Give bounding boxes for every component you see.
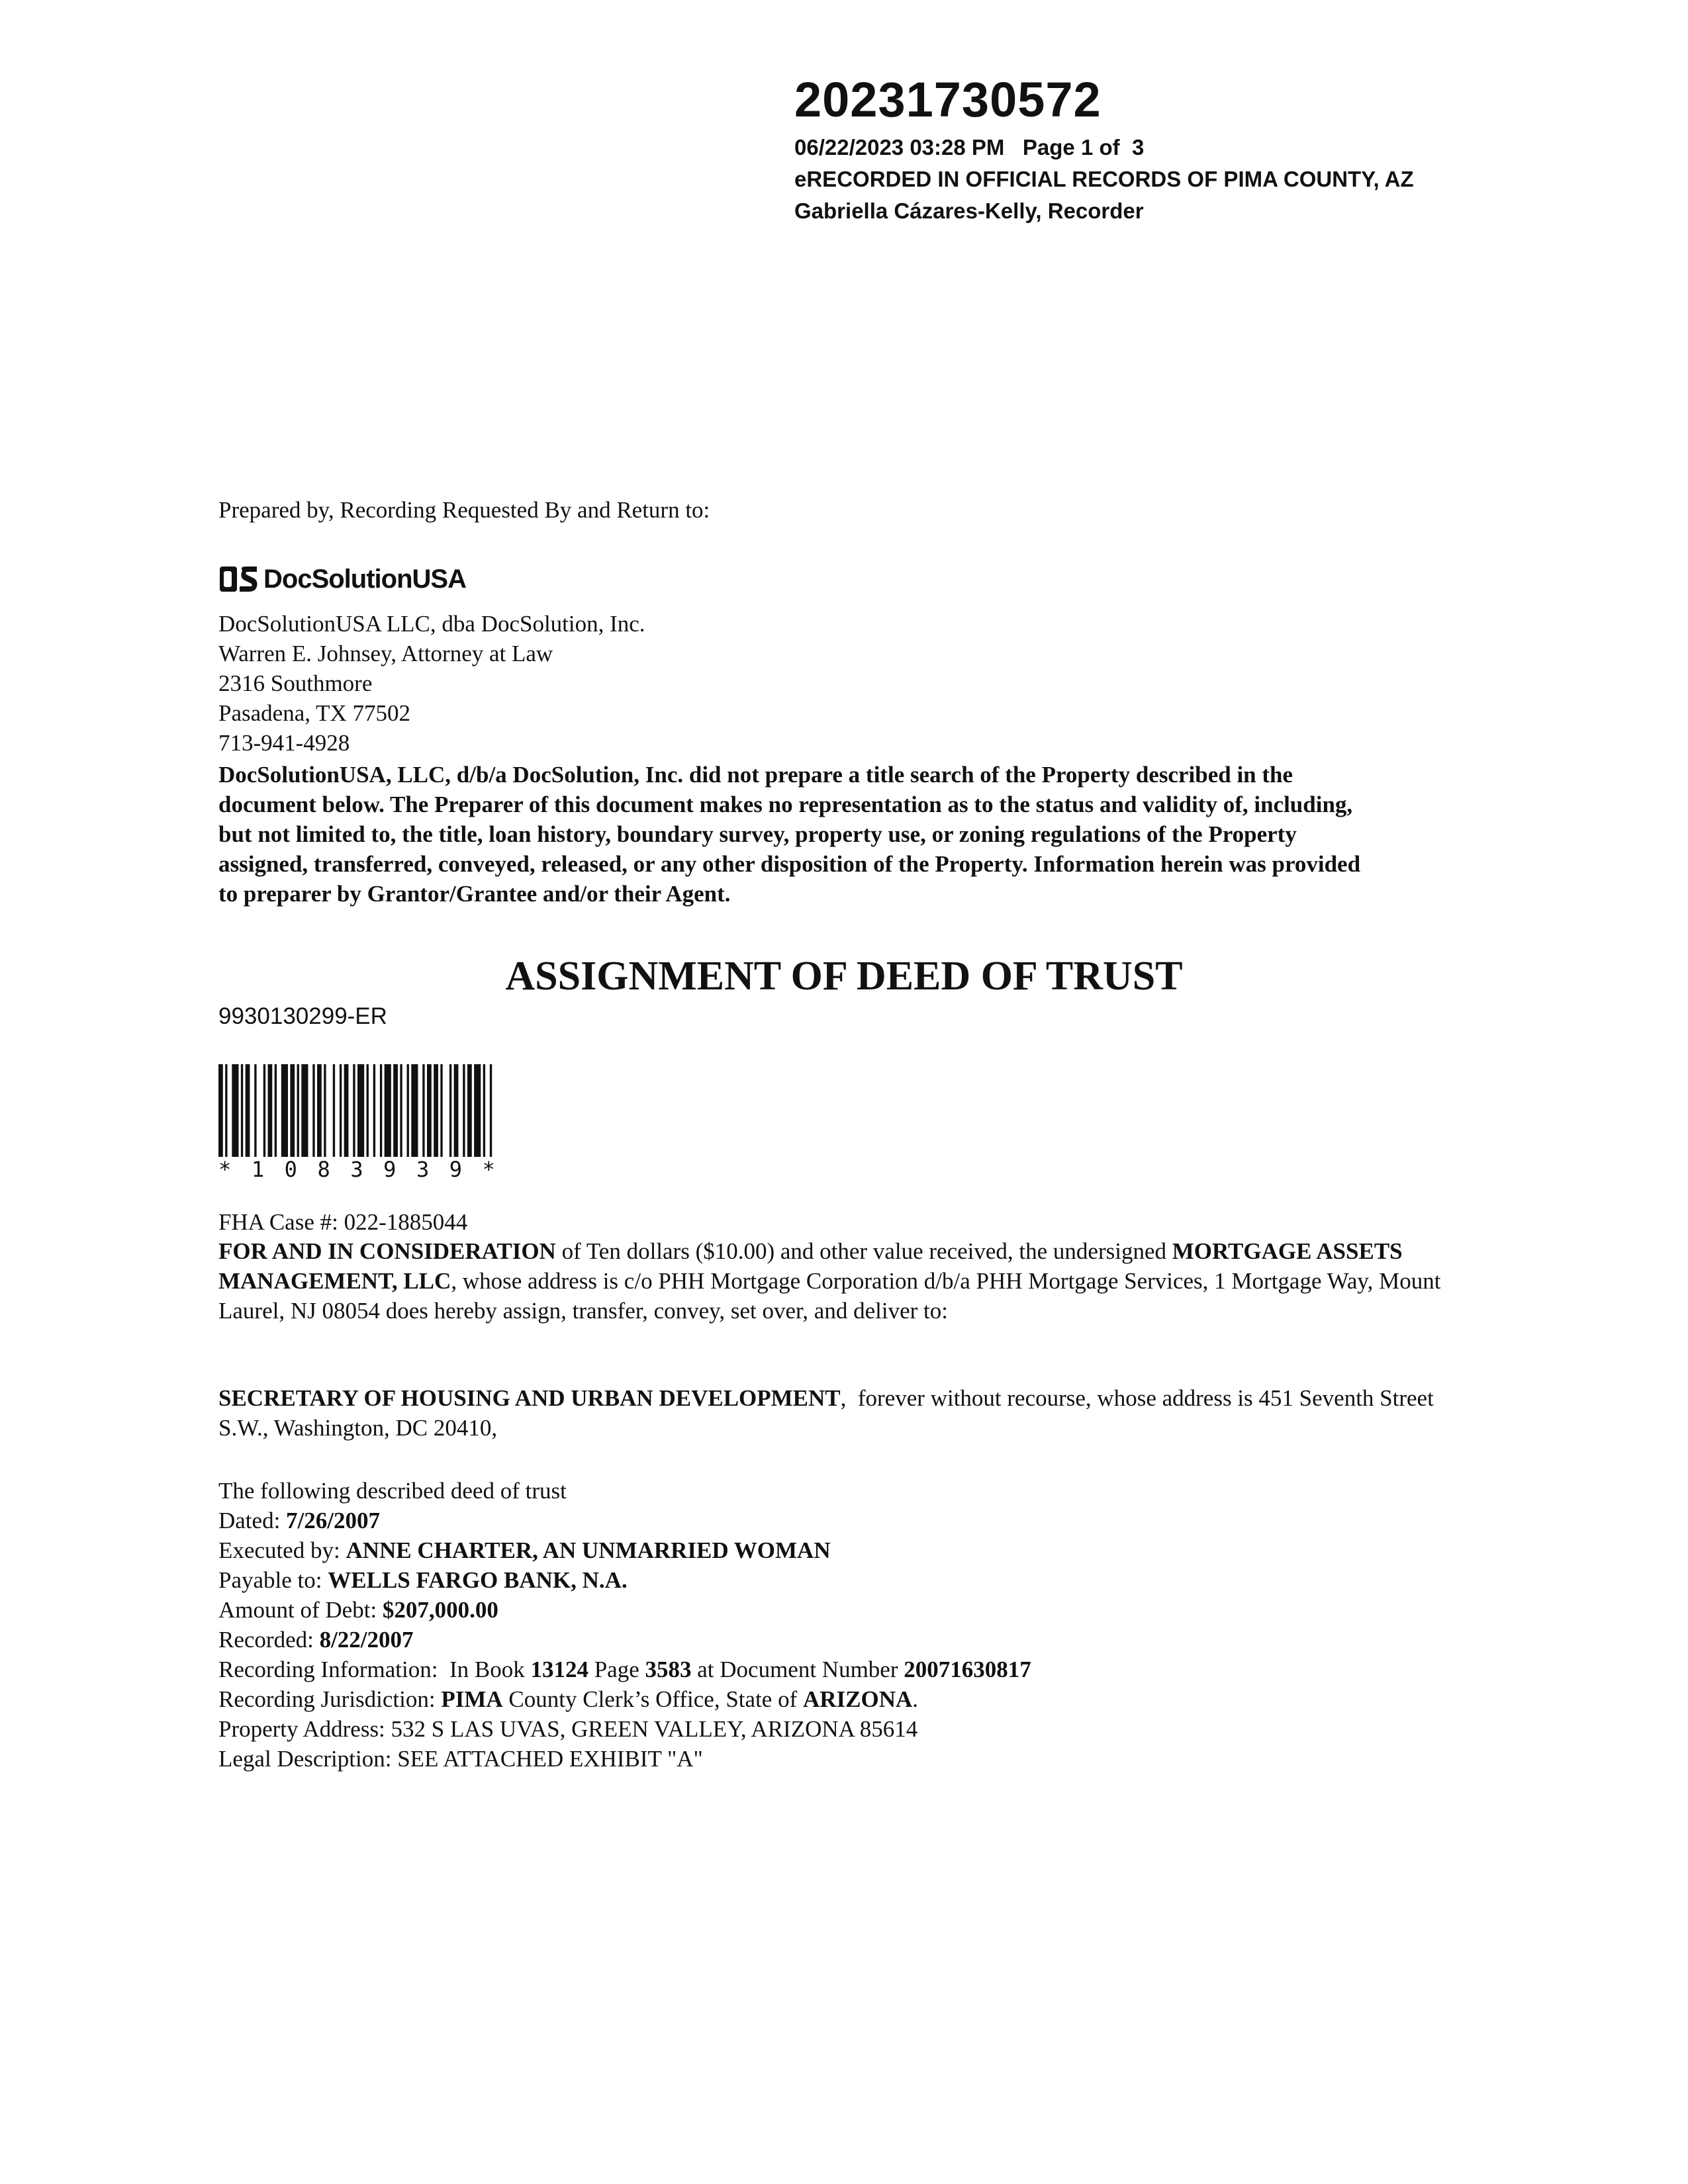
prepared-by-label: Prepared by, Recording Requested By and Return to: (218, 497, 710, 523)
barcode (218, 1064, 496, 1157)
barcode-char: 9 (449, 1157, 464, 1182)
docnum-label: at Document Number (691, 1657, 904, 1682)
document-reference: 9930130299-ER (218, 1003, 387, 1029)
disclaimer-line: to preparer by Grantor/Grantee and/or their Agent. (218, 881, 731, 907)
jurisdiction-label: Recording Jurisdiction: (218, 1686, 442, 1712)
deed-recorded (218, 1625, 1031, 1655)
barcode-bar (449, 1064, 451, 1157)
preparer-line: Pasadena, TX 77502 (218, 700, 410, 726)
deed-legal-description: Legal Description: SEE ATTACHED EXHIBIT "A" (218, 1746, 703, 1772)
barcode-bar (268, 1064, 273, 1157)
docsolution-logo (220, 564, 466, 594)
barcode-bar (440, 1064, 442, 1157)
recording-date-page: 06/22/2023 03:28 PM Page 1 of 3 (794, 135, 1145, 159)
document-title: ASSIGNMENT OF DEED OF TRUST (505, 954, 1183, 999)
recording-info-label: Recording Information: In Book (218, 1657, 531, 1682)
deed-recorded-value: 8/22/2007 (319, 1627, 414, 1653)
barcode-bar (225, 1064, 227, 1157)
deed-property-address: Property Address: 532 S LAS UVAS, GREEN VALLEY, ARIZONA 85614 (218, 1716, 918, 1742)
deed-amount (218, 1595, 1031, 1625)
deed-payable (218, 1565, 1031, 1595)
barcode-char: 3 (416, 1157, 431, 1182)
deed-executed-label: Executed by: (218, 1537, 346, 1563)
barcode-text (218, 1157, 496, 1182)
barcode-char: * (218, 1157, 233, 1182)
deed-recorded-label: Recorded: (218, 1627, 320, 1653)
preparer-line: Warren E. Johnsey, Attorney at Law (218, 641, 553, 666)
jurisdiction-end: . (912, 1686, 919, 1712)
page-label: Page (588, 1657, 645, 1682)
barcode-char: 8 (317, 1157, 332, 1182)
barcode-bar (232, 1064, 238, 1157)
barcode-bar (367, 1064, 369, 1157)
barcode-bar (422, 1064, 424, 1157)
barcode-bar (290, 1064, 295, 1157)
barcode-bar (241, 1064, 243, 1157)
assignee-name: SECRETARY OF HOUSING AND URBAN DEVELOPMENT (218, 1385, 841, 1411)
consideration-lead: FOR AND IN CONSIDERATION (218, 1238, 556, 1264)
barcode-bar (353, 1064, 355, 1157)
disclaimer-line: assigned, transferred, conveyed, released, or any other disposition of the Property. Information herein was provided (218, 851, 1361, 877)
consideration-text: of Ten dollars ($10.00) and other value received, the undersigned (555, 1238, 1166, 1264)
fha-case-number: FHA Case #: 022-1885044 (218, 1209, 468, 1235)
barcode-bar (411, 1064, 418, 1157)
disclaimer-line: document below. The Preparer of this document makes no representation as to the status and validity of, including, (218, 792, 1353, 817)
deed-intro: The following described deed of trust (218, 1478, 567, 1504)
jurisdiction-text: County Clerk’s Office, State of (502, 1686, 803, 1712)
consideration-paragraph (218, 1236, 1463, 1326)
barcode-bar (340, 1064, 342, 1157)
deed-dated-value: 7/26/2007 (286, 1508, 380, 1533)
barcode-bar (467, 1064, 472, 1157)
barcode-char: * (482, 1157, 496, 1182)
barcode-bar (427, 1064, 432, 1157)
deed-county: PIMA (441, 1686, 503, 1712)
barcode-bar (373, 1064, 375, 1157)
barcode-bar (407, 1064, 409, 1157)
barcode-bar (281, 1064, 288, 1157)
deed-payable-label: Payable to: (218, 1567, 328, 1593)
barcode-bar (246, 1064, 250, 1157)
preparer-line: 713-941-4928 (218, 730, 350, 756)
barcode-char: 1 (251, 1157, 266, 1182)
deed-document-number: 20071630817 (904, 1657, 1031, 1682)
recording-office: eRECORDED IN OFFICIAL RECORDS OF PIMA COUNTY, AZ (794, 167, 1414, 191)
deed-recording-info (218, 1655, 1031, 1684)
disclaimer-line: but not limited to, the title, loan history, boundary survey, property use, or zoning regulations of the Property (218, 821, 1297, 847)
barcode-bar (385, 1064, 391, 1157)
barcode-bar (297, 1064, 299, 1157)
deed-amount-value: $207,000.00 (382, 1597, 498, 1623)
barcode-bar (218, 1064, 223, 1157)
barcode-bar (301, 1064, 308, 1157)
deed-executed (218, 1535, 1031, 1565)
barcode-bar (474, 1064, 481, 1157)
barcode-bar (357, 1064, 364, 1157)
deed-book: 13124 (530, 1657, 588, 1682)
barcode-char: 9 (383, 1157, 398, 1182)
recording-number: 20231730572 (794, 72, 1102, 127)
barcode-bar (275, 1064, 277, 1157)
preparer-address (218, 609, 1529, 758)
preparer-line: DocSolutionUSA LLC, dba DocSolution, Inc. (218, 611, 645, 637)
deed-jurisdiction (218, 1684, 1031, 1714)
barcode-bar (324, 1064, 326, 1157)
barcode-bar (463, 1064, 465, 1157)
barcode-bar (490, 1064, 492, 1157)
deed-dated (218, 1506, 1031, 1535)
assignor-name: MORTGAGE ASSETS MANAGEMENT, LLC (218, 1238, 1403, 1294)
barcode-bar (312, 1064, 314, 1157)
deed-details (218, 1476, 1031, 1774)
barcode-bar (333, 1064, 335, 1157)
barcode-bar (344, 1064, 349, 1157)
barcode-bar (400, 1064, 402, 1157)
barcode-bar (454, 1064, 459, 1157)
barcode-char: 0 (284, 1157, 299, 1182)
deed-payable-value: WELLS FARGO BANK, N.A. (328, 1567, 628, 1593)
barcode-bar (393, 1064, 398, 1157)
deed-amount-label: Amount of Debt: (218, 1597, 383, 1623)
assignee-address: , forever without recourse, whose address is 451 Seventh Street S.W., Washington, DC 20410, (218, 1385, 1440, 1441)
docsolution-logo-text: DocSolutionUSA (263, 564, 466, 594)
barcode-bar (483, 1064, 485, 1157)
preparer-line: 2316 Southmore (218, 670, 373, 696)
barcode-bar (380, 1064, 382, 1157)
deed-executed-value: ANNE CHARTER, AN UNMARRIED WOMAN (346, 1537, 831, 1563)
disclaimer-line: DocSolutionUSA, LLC, d/b/a DocSolution, Inc. did not prepare a title search of the Property described in the (218, 762, 1293, 788)
recorder-name: Gabriella Cázares-Kelly, Recorder (794, 199, 1144, 223)
deed-page: 3583 (645, 1657, 692, 1682)
deed-dated-label: Dated: (218, 1508, 287, 1533)
barcode-char: 3 (350, 1157, 365, 1182)
barcode-bar (434, 1064, 438, 1157)
barcode-bar (254, 1064, 256, 1157)
assignor-address: , whose address is c/o PHH Mortgage Corporation d/b/a PHH Mortgage Services, 1 Mortgage Way, Mount Laurel, NJ 08054 does hereby assign, transfer, convey, set over, and deliver to: (218, 1268, 1441, 1324)
barcode-bar (263, 1064, 265, 1157)
assignee-paragraph (218, 1383, 1463, 1443)
deed-state: ARIZONA (802, 1686, 913, 1712)
barcode-bar (317, 1064, 322, 1157)
docsolution-logo-icon (220, 564, 258, 594)
preparer-disclaimer (218, 760, 1542, 909)
